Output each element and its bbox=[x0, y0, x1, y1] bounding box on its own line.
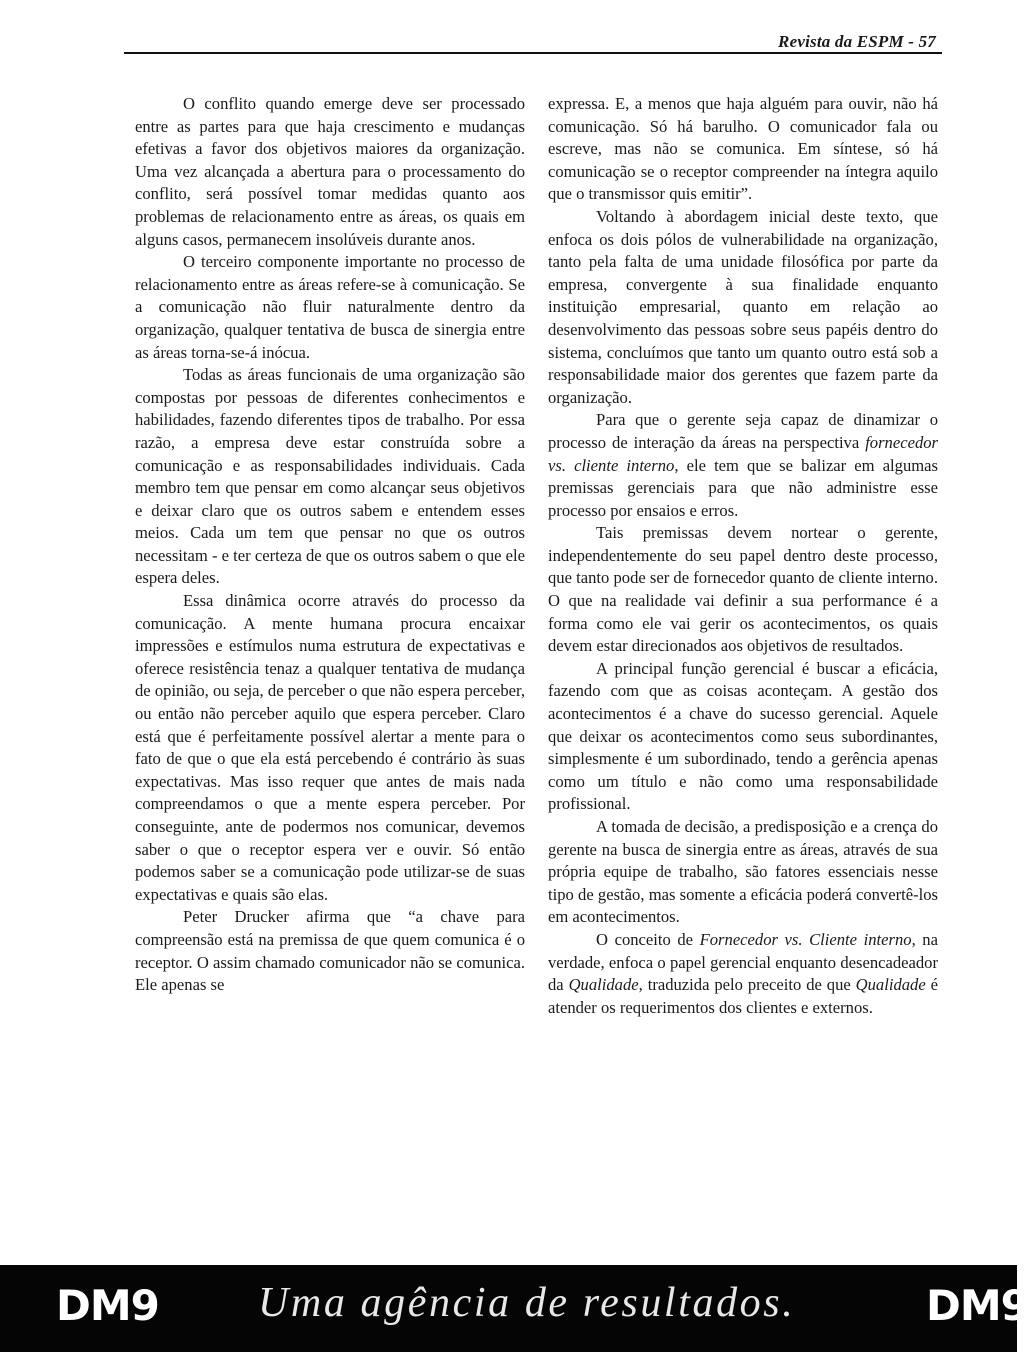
paragraph: Essa dinâmica ocorre através do processo da comunicação. A mente humana procura encaixar impressões e estímulos numa estrutura de expectativas e oferece resistência tenaz a qualquer tentativa de mudança de opinião, ou seja, de perceber o que não espera perceber, ou então não perceber aquilo que espera perceber. Claro está que é perfeitamente possível alertar a mente para o fato de que o que ela está percebendo é contrário às suas expectativas. Mas isso requer que antes de mais nada compreendamos o que a mente espera perceber. Por conseguinte, ante de podermos nos comunicar, devemos saber o que o receptor espera ver e ouvir. Só então podemos saber se a comunicação pode utilizar-se de suas expectativas e quais são elas. bbox=[135, 591, 525, 904]
running-header bbox=[124, 30, 942, 54]
text-run: , na verdade, enfoca o papel gerencial enquanto desencadeador da bbox=[548, 929, 938, 995]
advertisement-banner bbox=[0, 1265, 1029, 1352]
paragraph: Tais premissas devem nortear o gerente, independentemente do seu papel dentro deste processo, que tanto pode ser de fornecedor quanto de cliente interno. O que na realidade vai definir a sua performance é a forma como ele vai gerir os acontecimentos, os quais devem estar direcionados aos objetivos de resultados. bbox=[548, 523, 938, 656]
text-run: é atender os requerimentos dos clientes e externos. bbox=[548, 975, 938, 1017]
emphasis-term: fornecedor vs. cliente interno bbox=[548, 432, 938, 475]
text-column-right bbox=[548, 93, 938, 1019]
paragraph-continued: expressa. E, a menos que haja alguém para ouvir, não há comunicação. Só há barulho. O comunicador fala ou escreve, mas não se comunica. Em síntese, só há comunicação se o receptor compreender na íntegra aquilo que o transmissor quis emitir”. bbox=[548, 94, 938, 204]
text-column-left bbox=[135, 93, 525, 997]
paragraph bbox=[548, 409, 938, 522]
paragraph: A tomada de decisão, a predisposição e a crença do gerente na busca de sinergia entre as áreas, através de sua própria equipe de trabalho, são fatores essenciais nesse tipo de gestão, mas somente a eficácia poderá convertê-los em acontecimentos. bbox=[548, 817, 938, 927]
emphasis-term: Fornecedor vs. Cliente interno bbox=[699, 929, 912, 949]
paragraph: Voltando à abordagem inicial deste texto, que enfoca os dois pólos de vulnerabilidade na organização, tanto pela falta de uma unidade filosófica por parte da empresa, convergente à sua finalidade enquanto instituição empresarial, quanto em relação ao desenvolvimento das pessoas sobre seus papéis dentro do sistema, concluímos que tanto um quanto outro está sob a responsabilidade maior dos gerentes que fazem parte da organização. bbox=[548, 206, 938, 407]
dm9-logo: DM9 bbox=[56, 1281, 159, 1330]
ad-tagline: Uma agência de resultados. bbox=[258, 1280, 796, 1326]
paragraph: Todas as áreas funcionais de uma organização são compostas por pessoas de diferentes conhecimentos e habilidades, fazendo diferentes tipos de trabalho. Por essa razão, a empresa deve estar construída sobre a comunicação e as responsabilidades individuais. Cada membro tem que pensar em como alcançar seus objetivos e deixar claro que os outros sabem e entendem esses meios. Cada um tem que pensar no que os outros necessitam - e ter certeza de que os outros sabem o que ele espera deles. bbox=[135, 365, 525, 588]
text-run: O conceito de bbox=[596, 929, 700, 949]
text-run: , ele tem que se balizar em algumas premissas gerenciais para que não administre esse processo por ensaios e erros. bbox=[548, 455, 938, 520]
emphasis-term: Qualidade bbox=[855, 975, 926, 995]
paragraph: Peter Drucker afirma que “a chave para compreensão está na premissa de que quem comunica é o receptor. O assim chamado comunicador não se comunica. Ele apenas se bbox=[135, 907, 525, 995]
emphasis-term: Qualidade bbox=[568, 975, 639, 995]
text-run: , traduzida pelo preceito de que bbox=[638, 975, 856, 995]
running-title: Revista da ESPM - 57 bbox=[778, 32, 936, 51]
paragraph: A principal função gerencial é buscar a eficácia, fazendo com que as coisas aconteçam. A gestão dos acontecimentos é a chave do sucesso gerencial. Aquele que deixar os acontecimentos como seus subordinantes, simplesmente é um subordinado, tendo a gerência apenas como um título e não como uma responsabilidade profissional. bbox=[548, 658, 938, 814]
dm9-logo: DM9 bbox=[926, 1281, 1029, 1330]
paragraph: O conflito quando emerge deve ser processado entre as partes para que haja crescimento e mudanças efetivas a favor dos objetivos maiores da organização. Uma vez alcançada a abertura para o processamento do conflito, será possível tomar medidas quanto aos problemas de relacionamento entre as áreas, os quais em alguns casos, permanecem insolúveis durante anos. bbox=[135, 94, 525, 249]
paragraph bbox=[548, 929, 938, 1019]
paragraph: O terceiro componente importante no processo de relacionamento entre as áreas refere-se à comunicação. Se a comunicação não fluir naturalmente dentro da organização, qualquer tentativa de busca de sinergia entre as áreas torna-se-á inócua. bbox=[135, 252, 525, 362]
text-run: Para que o gerente seja capaz de dinamizar o processo de interação da áreas na perspectiva bbox=[548, 410, 938, 452]
